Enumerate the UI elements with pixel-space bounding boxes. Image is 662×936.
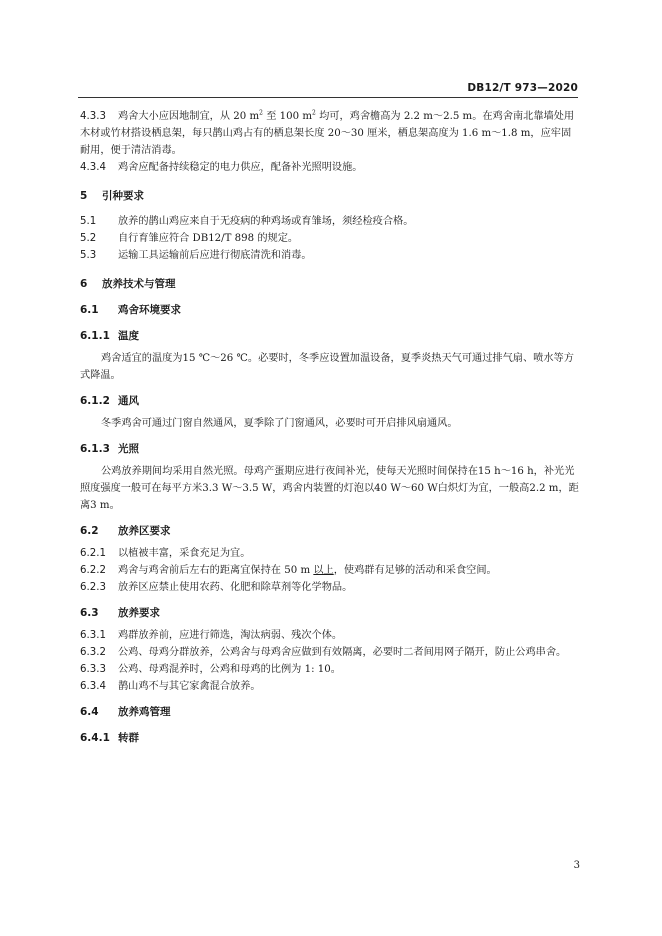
clause-text: 鸡舍与鸡舍前后左右的距离宜保持在 50 m <box>118 565 314 576</box>
section-number: 6.4.1 <box>80 732 110 744</box>
section-title: 放养要求 <box>118 607 160 619</box>
clause-text: 公鸡、母鸡分群放养，公鸡舍与母鸡舍应做到有效隔离，必要时二者间用网子隔开，防止公鸡串舍。 <box>118 647 567 658</box>
clause-number: 6.2.3 <box>80 582 106 593</box>
clause-text: 鹊山鸡不与其它家禽混合放养。 <box>118 681 261 692</box>
page-number: 3 <box>573 860 580 871</box>
document-body <box>80 108 580 752</box>
clause-number: 4.3.4 <box>80 162 106 173</box>
clause-number: 6.2.1 <box>80 548 106 559</box>
section-6-heading <box>80 276 580 293</box>
section-6-1-2-heading <box>80 393 580 410</box>
clause-5-2 <box>80 230 580 247</box>
clause-number: 5.3 <box>80 250 97 261</box>
clause-text: ，使鸡群有足够的活动和采食空间。 <box>333 565 497 576</box>
clause-text: 公鸡、母鸡混养时，公鸡和母鸡的比例为 1: 10。 <box>118 664 341 675</box>
section-title: 放养区要求 <box>118 525 171 537</box>
section-6-1-3-heading <box>80 441 580 458</box>
section-title: 温度 <box>118 330 139 342</box>
clause-number: 5.1 <box>80 216 97 227</box>
section-number: 5 <box>80 190 88 202</box>
section-number: 6.4 <box>80 706 99 718</box>
section-6-4-1-heading <box>80 730 580 747</box>
section-title: 通风 <box>118 395 139 407</box>
section-title: 引种要求 <box>102 190 144 202</box>
superscript: 2 <box>259 109 263 117</box>
section-6-1-1-heading <box>80 328 580 345</box>
section-title: 转群 <box>118 732 139 744</box>
clause-text: 自行育雏应符合 DB12/T 898 的规定。 <box>118 233 299 244</box>
paragraph-temperature: 鸡舍适宜的温度为15 ℃～26 ℃。必要时，冬季应设置加温设备，夏季炎热天气可通过排气扇、喷水等方式降温。 <box>80 353 574 381</box>
clause-text: 至 100 m <box>263 111 313 122</box>
section-number: 6.1.1 <box>80 330 110 342</box>
page-header <box>0 82 662 96</box>
clause-6-2-2 <box>80 562 580 579</box>
clause-number: 6.3.2 <box>80 647 106 658</box>
section-6-3-heading <box>80 605 580 622</box>
section-number: 6.3 <box>80 607 99 619</box>
clause-5-1 <box>80 213 580 230</box>
paragraph-lighting: 公鸡放养期间均采用自然光照。母鸡产蛋期应进行夜间补光，使每天光照时间保持在15 h～16 h，补光光照度强度一般可在每平方米3.3 W～3.5 W，鸡舍内装置的灯泡以40 W～60 W白炽灯为宜，一般高2.2 m，距离3 m。 <box>80 466 579 511</box>
header-rule <box>78 97 578 98</box>
superscript: 2 <box>312 109 316 117</box>
clause-text: 以植被丰富，采食充足为宜。 <box>118 548 251 559</box>
clause-6-2-1 <box>80 545 580 562</box>
clause-text: 放养的鹊山鸡应来自于无疫病的种鸡场或育雏场，须经检疫合格。 <box>118 216 414 227</box>
section-number: 6.1 <box>80 304 99 316</box>
section-6-2-heading <box>80 523 580 540</box>
section-title: 放养技术与管理 <box>102 278 176 290</box>
clause-6-3-1 <box>80 627 580 644</box>
clause-number: 6.3.4 <box>80 681 106 692</box>
clause-text: 放养区应禁止使用农药、化肥和除草剂等化学物品。 <box>118 582 353 593</box>
section-number: 6 <box>80 278 88 290</box>
underlined-text: 以上 <box>313 565 334 576</box>
clause-number: 6.3.1 <box>80 630 106 641</box>
section-6-1-heading <box>80 302 580 319</box>
paragraph-ventilation: 冬季鸡舍可通过门窗自然通风，夏季除了门窗通风，必要时可开启排风扇通风。 <box>101 418 458 429</box>
clause-6-3-3 <box>80 661 580 678</box>
clause-text: 鸡舍应配备持续稳定的电力供应，配备补光照明设施。 <box>118 162 363 173</box>
clause-6-3-4 <box>80 678 580 695</box>
section-6-4-heading <box>80 704 580 721</box>
section-5-heading <box>80 188 580 205</box>
clause-6-3-2 <box>80 644 580 661</box>
section-title: 放养鸡管理 <box>118 706 171 718</box>
clause-number: 6.2.2 <box>80 565 106 576</box>
clause-number: 5.2 <box>80 233 97 244</box>
clause-text: 均可，鸡舍檐高为 2.2 m～2.5 m。在鸡舍南北靠墙处用木材或竹材搭设栖息架，每只鹊山鸡占有的栖息架长度 20～30 厘米，栖息架高度为 1.6 m～1.8 m，应牢固耐用，便于清洁消毒。 <box>80 111 575 156</box>
clause-text: 运输工具运输前后应进行彻底清洗和消毒。 <box>118 250 312 261</box>
standard-code: DB12/T 973—2020 <box>467 82 578 94</box>
clause-6-2-3 <box>80 579 580 596</box>
section-number: 6.1.2 <box>80 395 110 407</box>
clause-text: 鸡舍大小应因地制宜，从 20 m <box>118 111 260 122</box>
clause-number: 6.3.3 <box>80 664 106 675</box>
section-number: 6.1.3 <box>80 443 110 455</box>
clause-4-3-4 <box>80 159 580 176</box>
section-title: 光照 <box>118 443 139 455</box>
clause-4-3-3 <box>80 108 580 159</box>
clause-5-3 <box>80 247 580 264</box>
clause-number: 4.3.3 <box>80 111 106 122</box>
clause-text: 鸡群放养前，应进行筛选，淘汰病弱、残次个体。 <box>118 630 343 641</box>
section-title: 鸡舍环境要求 <box>118 304 181 316</box>
section-number: 6.2 <box>80 525 99 537</box>
